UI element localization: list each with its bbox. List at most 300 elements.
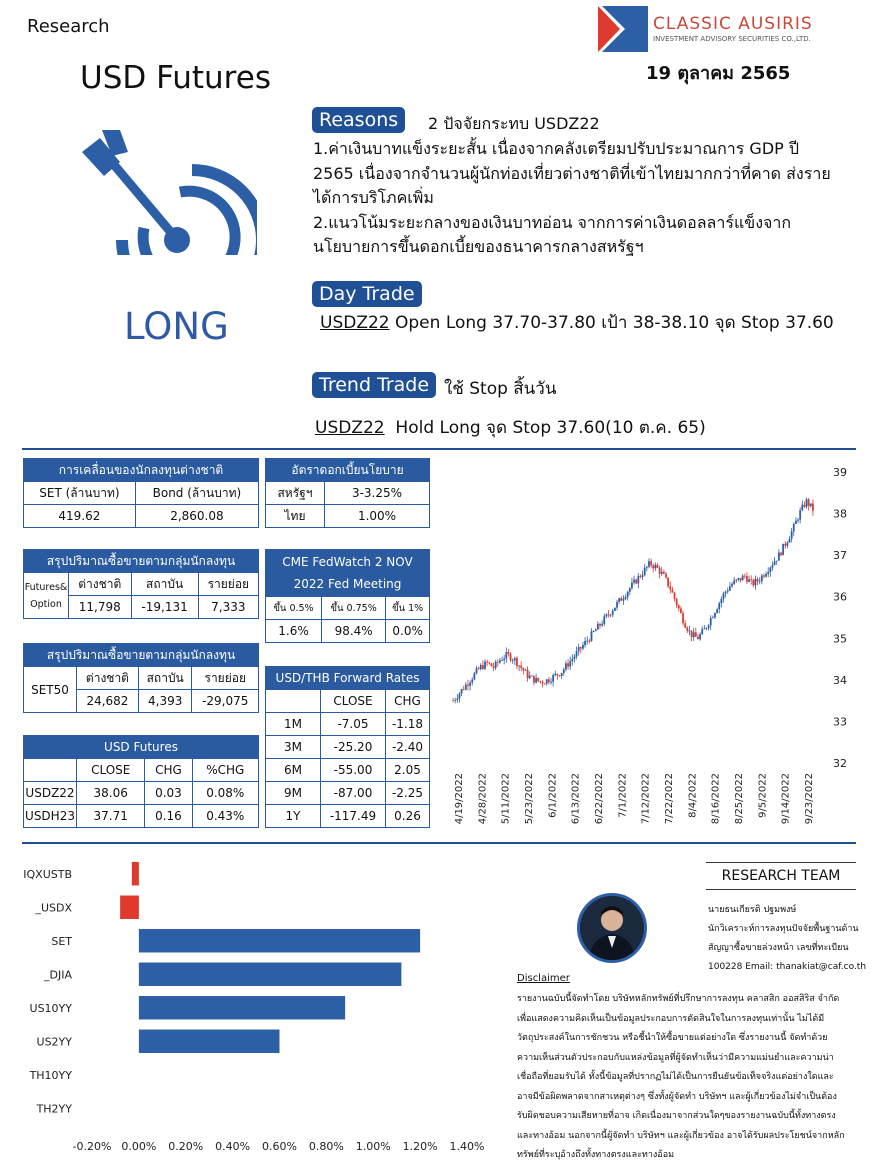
candle-body bbox=[571, 659, 573, 661]
day-trade-symbol: USDZ22 bbox=[320, 313, 390, 333]
x-tick-label: 5/23/2022 bbox=[524, 773, 535, 825]
candle-body bbox=[623, 599, 625, 601]
candle-body bbox=[480, 665, 482, 669]
futures-option-row-label-2: Option bbox=[30, 598, 62, 610]
analyst-contact: 100228 Email: thanakiat@caf.co.th bbox=[708, 962, 867, 972]
x-tick-label: 6/1/2022 bbox=[547, 773, 559, 818]
x-tick-label: 9/23/2022 bbox=[804, 773, 815, 825]
category-label: SET bbox=[51, 934, 72, 948]
reason-2: 2.แนวโน้มระยะกลางของเงินบาทอ่อน จากการค่าเงินดอลลาร์แข็งจากนโยบายการขึ้นดอกเบี้ยของธนาคารกลางสหรัฐฯ bbox=[313, 212, 792, 256]
x-tick-label: 8/25/2022 bbox=[734, 773, 745, 825]
fedwatch-v1: 1.6% bbox=[266, 620, 322, 643]
futures-option-h3: รายย่อย bbox=[198, 573, 258, 596]
analyst-info bbox=[708, 901, 868, 977]
candle-body bbox=[618, 598, 620, 602]
candle-body bbox=[782, 544, 784, 555]
foreign-flow-table bbox=[23, 458, 259, 528]
candle-body bbox=[674, 593, 676, 599]
research-team-title: RESEARCH TEAM bbox=[706, 862, 856, 890]
table-row bbox=[266, 736, 430, 759]
set50-v2: 4,393 bbox=[138, 690, 192, 713]
candle-body bbox=[608, 614, 610, 615]
candle-body bbox=[599, 624, 601, 626]
foreign-flow-v1: 419.62 bbox=[24, 505, 136, 528]
foreign-flow-v2: 2,860.08 bbox=[135, 505, 258, 528]
candle-body bbox=[469, 683, 471, 686]
x-tick-label: 9/14/2022 bbox=[780, 773, 792, 825]
candle-body bbox=[493, 666, 495, 668]
usd-futures-col-pct: %CHG bbox=[192, 759, 259, 782]
candle-body bbox=[642, 575, 644, 577]
candle-body bbox=[725, 592, 727, 594]
candle-body bbox=[661, 572, 663, 574]
candle-body bbox=[727, 591, 729, 592]
candle-body bbox=[497, 662, 499, 663]
x-tick-label: 6/13/2022 bbox=[570, 773, 582, 825]
candle-body bbox=[812, 503, 814, 510]
x-tick-label: 5/11/2022 bbox=[500, 773, 512, 825]
candle-body bbox=[789, 539, 791, 543]
x-tick-label: 7/12/2022 bbox=[640, 773, 652, 825]
candle-body bbox=[742, 576, 744, 581]
candle-body bbox=[750, 579, 752, 580]
bar bbox=[120, 896, 139, 919]
bar bbox=[139, 996, 345, 1019]
forward-chg: 0.26 bbox=[385, 805, 429, 828]
fedwatch-title-1: CME FedWatch 2 NOV bbox=[282, 555, 413, 569]
candle-body bbox=[595, 630, 597, 631]
candle-body bbox=[542, 682, 544, 684]
policy-rate-table bbox=[265, 458, 430, 528]
candle-body bbox=[548, 679, 550, 682]
table-row bbox=[266, 805, 430, 828]
forward-close: -55.00 bbox=[321, 759, 386, 782]
x-tick-label: -0.20% bbox=[72, 1140, 112, 1153]
policy-rate-title: อัตราดอกเบี้ยนโยบาย bbox=[266, 459, 430, 482]
day-trade-tag: Day Trade bbox=[312, 281, 422, 307]
candle-body bbox=[701, 629, 703, 634]
candle-body bbox=[786, 543, 788, 546]
candle-body bbox=[723, 593, 725, 598]
x-tick-label: 8/4/2022 bbox=[687, 773, 699, 818]
candle-body bbox=[804, 505, 806, 507]
candle-body bbox=[759, 581, 761, 582]
candle-body bbox=[514, 658, 516, 660]
futures-option-row-label-1: Futures& bbox=[24, 581, 68, 593]
candle-body bbox=[554, 674, 556, 675]
candle-body bbox=[578, 647, 580, 651]
company-name: CLASSIC AUSIRIS bbox=[653, 14, 813, 34]
candle-body bbox=[627, 592, 629, 597]
table-row bbox=[24, 805, 259, 828]
candle-body bbox=[452, 701, 454, 702]
candle-body bbox=[518, 666, 520, 667]
x-tick-label: 6/22/2022 bbox=[594, 773, 605, 825]
candle-body bbox=[697, 637, 699, 639]
candle-body bbox=[652, 565, 654, 568]
candle-body bbox=[729, 586, 731, 590]
forward-chg: -2.40 bbox=[385, 736, 429, 759]
candle-body bbox=[712, 617, 714, 618]
analyst-role: นักวิเคราะห์การลงทุนปัจจัยพื้นฐานด้าน bbox=[708, 924, 859, 934]
forward-chg: -1.18 bbox=[385, 713, 429, 736]
candle-body bbox=[510, 654, 512, 661]
bar bbox=[139, 963, 402, 986]
divider-bottom bbox=[22, 842, 856, 844]
candle-body bbox=[740, 578, 742, 580]
day-trade-line bbox=[320, 309, 834, 336]
fedwatch-table bbox=[265, 549, 430, 643]
candle-body bbox=[463, 689, 465, 690]
candle-body bbox=[471, 680, 473, 683]
x-tick-label: 1.40% bbox=[449, 1140, 485, 1153]
foreign-flow-h2: Bond (ล้านบาท) bbox=[135, 482, 258, 505]
x-tick-label: 1.20% bbox=[402, 1140, 438, 1153]
candle-body bbox=[482, 665, 484, 669]
candle-body bbox=[684, 623, 686, 627]
page-title: USD Futures bbox=[80, 60, 271, 96]
candle-body bbox=[522, 668, 524, 671]
set50-table bbox=[23, 643, 259, 713]
candle-body bbox=[671, 589, 673, 592]
futures-option-table bbox=[23, 549, 259, 619]
candle-body bbox=[720, 599, 722, 603]
candle-body bbox=[552, 675, 554, 682]
section-label: Research bbox=[27, 16, 110, 37]
forward-chg: -2.25 bbox=[385, 782, 429, 805]
x-tick-label: 0.20% bbox=[168, 1140, 204, 1153]
candle-body bbox=[748, 579, 750, 582]
forward-tenor: 9M bbox=[266, 782, 321, 805]
candle-body bbox=[550, 682, 552, 683]
divider-top bbox=[22, 448, 856, 450]
candle-body bbox=[808, 499, 810, 506]
reasons-tag: Reasons bbox=[312, 107, 405, 133]
candle-body bbox=[582, 645, 584, 648]
candle-body bbox=[465, 685, 467, 690]
candle-body bbox=[537, 678, 539, 681]
fedwatch-title-2: 2022 Fed Meeting bbox=[293, 577, 402, 591]
usd-futures-pct: 0.08% bbox=[192, 782, 259, 805]
candle-body bbox=[795, 521, 797, 524]
usd-futures-corner bbox=[24, 759, 77, 782]
y-tick-label: 36 bbox=[833, 590, 847, 604]
candle-body bbox=[561, 673, 563, 676]
table-row bbox=[24, 782, 259, 805]
x-tick-label: 0.00% bbox=[121, 1140, 157, 1153]
candle-body bbox=[708, 625, 710, 628]
candle-body bbox=[793, 524, 795, 532]
trend-trade-line bbox=[315, 414, 706, 441]
y-tick-label: 38 bbox=[833, 507, 847, 521]
trend-trade-tag: Trend Trade bbox=[312, 372, 436, 398]
candle-body bbox=[718, 603, 720, 609]
candle-body bbox=[533, 676, 535, 683]
candle-body bbox=[531, 676, 533, 677]
category-label: _DJIA bbox=[44, 968, 72, 982]
futures-option-title: สรุปปริมาณซื้อขายตามกลุ่มนักลงทุน bbox=[24, 550, 259, 573]
usdthb-candlestick-chart bbox=[444, 460, 856, 840]
set50-title: สรุปปริมาณซื้อขายตามกลุ่มนักลงทุน bbox=[24, 644, 259, 667]
candle-body bbox=[646, 567, 648, 568]
candle-body bbox=[505, 652, 507, 659]
candle-body bbox=[682, 613, 684, 623]
table-row bbox=[266, 782, 430, 805]
candle-body bbox=[501, 660, 503, 661]
candle-body bbox=[488, 663, 490, 664]
candle-body bbox=[714, 613, 716, 617]
candle-body bbox=[603, 616, 605, 624]
fedwatch-h1: ขึ้น 0.5% bbox=[266, 597, 322, 620]
trend-trade-text: Hold Long จุด Stop 37.60(10 ต.ค. 65) bbox=[384, 418, 706, 438]
disclaimer-body: รายงานฉบับนี้จัดทำโดย บริษัทหลักทรัพย์ที่ปรึกษาการลงทุน คลาสสิก ออสสิริส จำกัด เพื่อแสดงความคิดเห็นเป็นข้อมูลประกอบการตัดสินใจในการลงทุนเท่านั้น ไม่ได้มีวัตถุประสงค์ในการชักชวน หรือชี้นำให้ซื้อขายแต่อย่างใด ซึ่งรายงานนี้ จัดทำด้วยความเห็นส่วนตัวประกอบกับแหล่งข้อมูลที่ผู้จัดทำเห็นว่ามีความแม่นยำและความน่าเชื่อถือที่ยอมรับได้ ทั้งนี้ข้อมูลที่ปรากฏไม่ได้เป็นการยืนยันข้อเท็จจริงแต่อย่างใดและอาจมีข้อผิดพลาดจากสาเหตุต่างๆ ซึ่งทั้งผู้จัดทำ บริษัทฯ และผู้เกี่ยวข้องไม่จำเป็นต้องรับผิดชอบความเสียหายที่อาจ เกิดเนื่องมาจากส่วนใดๆของรายงานฉบับนี้ทั้งทางตรงและทางอ้อม นอกจากนี้ผู้จัดทำ บริษัทฯ และผู้เกี่ยวข้อง อาจได้รับผลประโยชน์จากหลักทรัพย์ที่ระบุอ้างถึงทั้งทางตรงและทางอ้อม bbox=[517, 994, 845, 1160]
usd-futures-table bbox=[23, 735, 259, 828]
candle-body bbox=[657, 565, 659, 568]
candle-body bbox=[456, 699, 458, 700]
candle-body bbox=[691, 630, 693, 637]
candle-body bbox=[633, 580, 635, 583]
candle-body bbox=[557, 674, 559, 675]
bar bbox=[132, 862, 139, 885]
x-tick-label: 4/28/2022 bbox=[477, 773, 489, 825]
candle-body bbox=[791, 531, 793, 538]
usd-futures-close: 37.71 bbox=[77, 805, 145, 828]
x-tick-label: 7/1/2022 bbox=[617, 773, 629, 818]
table-row bbox=[266, 759, 430, 782]
candle-body bbox=[563, 669, 565, 673]
x-tick-label: 7/22/2022 bbox=[664, 773, 675, 825]
set50-h1: ต่างชาติ bbox=[77, 667, 139, 690]
candle-body bbox=[593, 631, 595, 632]
futures-option-h1: ต่างชาติ bbox=[69, 573, 132, 596]
forward-tenor: 3M bbox=[266, 736, 321, 759]
usd-futures-chg: 0.16 bbox=[145, 805, 192, 828]
y-tick-label: 35 bbox=[833, 632, 847, 646]
candle-body bbox=[676, 599, 678, 605]
reasons-body bbox=[313, 137, 843, 260]
set50-h2: สถาบัน bbox=[138, 667, 192, 690]
forward-close: -87.00 bbox=[321, 782, 386, 805]
company-subtitle: INVESTMENT ADVISORY SECURITIES CO.,LTD. bbox=[653, 35, 811, 43]
forward-tenor: 6M bbox=[266, 759, 321, 782]
candle-body bbox=[665, 574, 667, 578]
analyst-avatar bbox=[577, 893, 647, 963]
usd-futures-chg: 0.03 bbox=[145, 782, 192, 805]
x-tick-label: 1.00% bbox=[355, 1140, 391, 1153]
forward-close: -25.20 bbox=[321, 736, 386, 759]
candle-body bbox=[686, 628, 688, 631]
candle-body bbox=[467, 685, 469, 686]
set50-h3: รายย่อย bbox=[192, 667, 259, 690]
candle-body bbox=[776, 561, 778, 562]
y-tick-label: 39 bbox=[833, 466, 847, 479]
usd-futures-title: USD Futures bbox=[24, 736, 259, 759]
candle-body bbox=[699, 634, 701, 639]
candle-body bbox=[763, 575, 765, 576]
candle-body bbox=[774, 561, 776, 565]
candle-body bbox=[801, 505, 803, 510]
day-trade-text: Open Long 37.70-37.80 เป้า 38-38.10 จุด Stop 37.60 bbox=[389, 313, 834, 333]
usd-futures-pct: 0.43% bbox=[192, 805, 259, 828]
disclaimer-title: Disclaimer bbox=[517, 973, 570, 984]
candle-body bbox=[539, 681, 541, 682]
x-tick-label: 0.60% bbox=[262, 1140, 297, 1153]
forward-tenor: 1Y bbox=[266, 805, 321, 828]
candle-body bbox=[614, 608, 616, 611]
candle-body bbox=[765, 574, 767, 577]
y-tick-label: 37 bbox=[833, 549, 847, 563]
candle-body bbox=[535, 678, 537, 683]
candle-body bbox=[689, 630, 691, 631]
forward-col-chg: CHG bbox=[385, 690, 429, 713]
candle-body bbox=[605, 614, 607, 616]
candle-body bbox=[659, 568, 661, 574]
candle-body bbox=[654, 565, 656, 568]
candle-body bbox=[508, 652, 510, 654]
candle-body bbox=[610, 615, 612, 616]
category-label: US10YY bbox=[29, 1001, 72, 1015]
candle-body bbox=[574, 657, 576, 659]
candle-body bbox=[731, 584, 733, 587]
candle-body bbox=[620, 598, 622, 600]
candle-body bbox=[810, 503, 812, 506]
trend-trade-symbol: USDZ22 bbox=[315, 418, 385, 438]
futures-option-row-label bbox=[24, 573, 69, 619]
candle-body bbox=[667, 578, 669, 587]
candle-body bbox=[761, 575, 763, 581]
candle-body bbox=[735, 580, 737, 581]
x-tick-label: 0.80% bbox=[308, 1140, 344, 1153]
candle-body bbox=[716, 609, 718, 613]
y-tick-label: 34 bbox=[833, 673, 847, 687]
candle-body bbox=[767, 572, 769, 574]
candle-body bbox=[527, 670, 529, 678]
forward-chg: 2.05 bbox=[385, 759, 429, 782]
analyst-name: นายธนเกียรติ ปฐมพงษ์ bbox=[708, 905, 797, 915]
set50-v1: 24,682 bbox=[77, 690, 139, 713]
candle-body bbox=[629, 588, 631, 592]
y-tick-label: 33 bbox=[833, 715, 847, 729]
usd-futures-name: USDZ22 bbox=[24, 782, 77, 805]
candle-body bbox=[710, 618, 712, 625]
candle-body bbox=[648, 561, 650, 566]
candle-body bbox=[797, 520, 799, 521]
candle-body bbox=[520, 666, 522, 668]
candle-body bbox=[565, 663, 567, 669]
set50-v3: -29,075 bbox=[192, 690, 259, 713]
candle-body bbox=[680, 609, 682, 614]
policy-rate-us-value: 3-3.25% bbox=[325, 482, 430, 505]
target-arrow-icon bbox=[82, 130, 257, 255]
category-label: US2YY bbox=[36, 1035, 72, 1049]
candle-body bbox=[476, 668, 478, 673]
candle-body bbox=[512, 660, 514, 661]
candle-body bbox=[486, 662, 488, 663]
category-label: IQXUSTB bbox=[23, 867, 72, 881]
policy-rate-th-label: ไทย bbox=[266, 505, 325, 528]
candle-body bbox=[635, 580, 637, 584]
candle-body bbox=[591, 631, 593, 641]
report-date: 19 ตุลาคม 2565 bbox=[646, 63, 791, 84]
candle-body bbox=[625, 597, 627, 599]
candle-body bbox=[744, 576, 746, 577]
candle-body bbox=[769, 568, 771, 572]
forward-close: -117.49 bbox=[321, 805, 386, 828]
person-icon bbox=[580, 896, 644, 960]
candle-body bbox=[567, 663, 569, 666]
x-tick-label: 8/16/2022 bbox=[710, 773, 722, 825]
futures-option-v3: 7,333 bbox=[198, 596, 258, 619]
candle-body bbox=[703, 629, 705, 630]
candle-body bbox=[637, 576, 639, 583]
candle-body bbox=[695, 632, 697, 636]
candle-body bbox=[461, 689, 463, 693]
analyst-license: สัญญาซื้อขายล่วงหน้า เลขที่ทะเบียน bbox=[708, 943, 849, 953]
futures-option-v2: -19,131 bbox=[131, 596, 198, 619]
candle-body bbox=[559, 675, 561, 676]
forward-rates-title: USD/THB Forward Rates bbox=[266, 667, 430, 690]
reason-1: 1.ค่าเงินบาทแข็งระยะสั้น เนื่องจากคลังเตรียมปรับประมาณการ GDP ปี 2565 เนื่องจากจำนวนผู้นักท่องเที่ยวต่างชาติที่เข้าไทยมากกว่าที่คาด ส่งรายได้การบริโภคเพิ่ม bbox=[313, 139, 831, 207]
candle-body bbox=[569, 661, 571, 666]
candle-body bbox=[586, 641, 588, 642]
candle-body bbox=[644, 568, 646, 575]
usd-futures-col-close: CLOSE bbox=[77, 759, 145, 782]
candle-body bbox=[454, 700, 456, 701]
usd-futures-close: 38.06 bbox=[77, 782, 145, 805]
candle-body bbox=[525, 670, 527, 671]
candle-body bbox=[499, 660, 501, 662]
market-change-bar-chart bbox=[22, 855, 492, 1165]
futures-option-v1: 11,798 bbox=[69, 596, 132, 619]
candle-body bbox=[772, 565, 774, 568]
x-tick-label: 0.40% bbox=[215, 1140, 251, 1153]
futures-option-h2: สถาบัน bbox=[131, 573, 198, 596]
x-tick-label: 4/19/2022 bbox=[454, 773, 465, 825]
candle-body bbox=[529, 676, 531, 678]
candle-body bbox=[546, 679, 548, 683]
candle-body bbox=[693, 632, 695, 637]
candle-body bbox=[576, 651, 578, 656]
candle-body bbox=[580, 647, 582, 649]
candle-body bbox=[478, 668, 480, 669]
candle-body bbox=[780, 553, 782, 556]
fedwatch-h3: ขึ้น 1% bbox=[386, 597, 430, 620]
candle-body bbox=[738, 578, 740, 580]
signal-label: LONG bbox=[124, 305, 229, 348]
category-label: _USDX bbox=[35, 901, 72, 915]
candle-body bbox=[473, 673, 475, 679]
company-logo-icon bbox=[598, 6, 648, 52]
candle-body bbox=[663, 572, 665, 574]
candle-body bbox=[678, 605, 680, 608]
candle-body bbox=[757, 579, 759, 581]
candle-body bbox=[752, 580, 754, 585]
fedwatch-title bbox=[266, 550, 430, 597]
candle-body bbox=[778, 553, 780, 561]
fedwatch-h2: ขึ้น 0.75% bbox=[322, 597, 386, 620]
candle-body bbox=[631, 583, 633, 589]
bar bbox=[139, 929, 420, 952]
table-row bbox=[266, 713, 430, 736]
category-label: TH2YY bbox=[36, 1102, 72, 1116]
candle-body bbox=[616, 602, 618, 608]
candle-body bbox=[806, 499, 808, 506]
candle-body bbox=[516, 658, 518, 666]
candle-body bbox=[755, 579, 757, 585]
candle-body bbox=[490, 663, 492, 666]
forward-rates-table bbox=[265, 666, 430, 828]
usd-futures-name: USDH23 bbox=[24, 805, 77, 828]
